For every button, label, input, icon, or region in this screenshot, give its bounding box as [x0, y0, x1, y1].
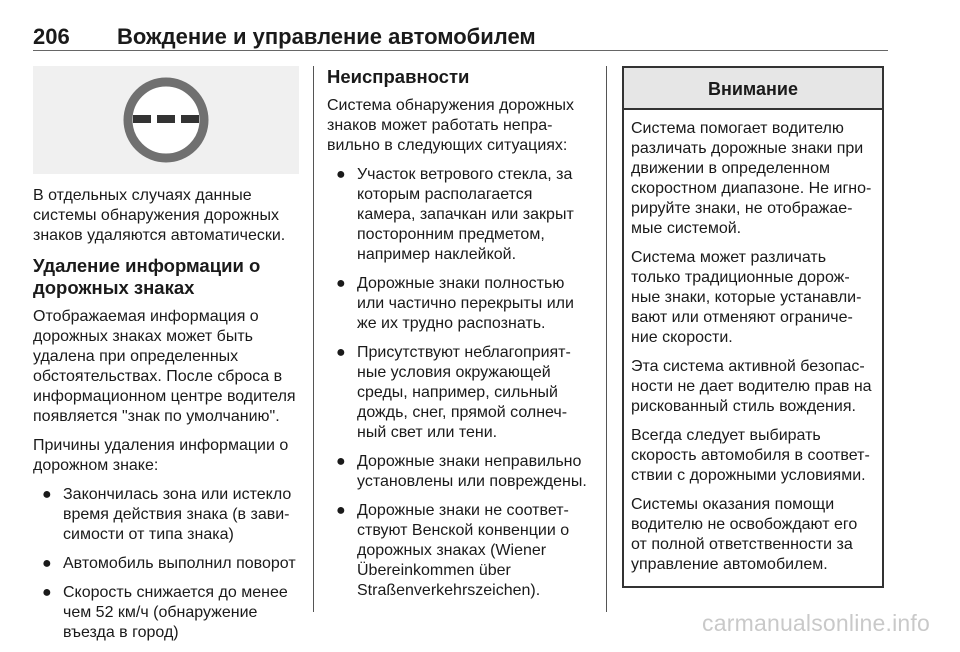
bullet-icon: ●	[336, 275, 346, 292]
bullet-icon: ●	[42, 584, 52, 601]
page-number: 206	[33, 24, 70, 49]
caution-paragraph: Эта система активной безопас- ности не дает водителю прав на рискованный стиль вождения.	[631, 358, 872, 415]
caution-paragraph: Всегда следует выбирать скорость автомобиля в соответ- ствии с дорожными условиями.	[631, 427, 870, 484]
bullet-icon: ●	[336, 453, 346, 470]
caution-body	[624, 110, 882, 586]
paragraph: Причины удаления информации о дорожном знаке:	[33, 437, 289, 474]
caution-paragraph: Системы оказания помощи водителю не освобождают его от полной ответственности за управление автомобилем.	[631, 496, 858, 573]
bullet-list	[327, 165, 592, 601]
page-header	[33, 26, 888, 51]
list-item: ● Дорожные знаки неправильно установлены или повреждены.	[336, 453, 587, 490]
column-divider	[606, 66, 607, 612]
list-item: ● Участок ветрового стекла, за которым располагается камера, запачкан или закрыт посторонним предметом, например наклейкой.	[336, 166, 574, 263]
list-item: ● Скорость снижается до менее чем 52 км/ч (обнаружение въезда в город)	[42, 584, 288, 641]
column-middle	[327, 66, 592, 610]
running-title: Вождение и управление автомобилем	[117, 24, 536, 49]
list-item: ● Дорожные знаки не соответ- ствуют Венской конвенции о дорожных знаках (Wiener Übereinkommen über Straßenverkehrszeichen).	[336, 502, 570, 599]
list-item: ● Автомобиль выполнил поворот	[42, 555, 296, 572]
list-item: ● Присутствуют неблагоприят- ные условия окружающей среды, например, сильный дождь, снег, прямой солнеч- ный свет или тени.	[336, 344, 571, 441]
list-item: ● Дорожные знаки полностью или частично перекрыты или же их трудно распознать.	[336, 275, 574, 332]
caution-title: Внимание	[624, 68, 882, 110]
caution-paragraph: Система помогает водителю различать дорожные знаки при движении в определенном скоростном диапазоне. Не игно- рируйте знаки, не отображае- мые системой.	[631, 120, 872, 237]
section-heading: Удаление информации о дорожных знаках	[33, 255, 261, 298]
caution-paragraph: Система может различать только традиционные дорож- ные знаки, которые устанавли- вают или отменяют ограниче- ние скорости.	[631, 249, 862, 346]
list-item: ● Закончилась зона или истекло время действия знака (в зави- симости от типа знака)	[42, 486, 292, 543]
paragraph: Система обнаружения дорожных знаков может работать непра- вильно в следующих ситуациях:	[327, 97, 574, 154]
column-right	[622, 66, 884, 588]
column-left	[33, 66, 299, 652]
bullet-icon: ●	[42, 555, 52, 572]
section-heading: Неисправности	[327, 66, 470, 87]
bullet-icon: ●	[42, 486, 52, 503]
paragraph: Отображаемая информация о дорожных знаках может быть удалена при определенных обстоятельствах. После сброса в информационном центре водителя появляется "знак по умолчанию".	[33, 308, 296, 425]
column-divider	[313, 66, 314, 612]
caution-box	[622, 66, 884, 588]
default-sign-icon	[111, 75, 221, 165]
sign-illustration	[33, 66, 299, 174]
bullet-icon: ●	[336, 502, 346, 519]
intro-text: В отдельных случаях данные системы обнаружения дорожных знаков удаляются автоматически.	[33, 187, 286, 244]
bullet-icon: ●	[336, 344, 346, 361]
bullet-icon: ●	[336, 166, 346, 183]
bullet-list	[33, 485, 299, 643]
watermark: carmanualsonline.info	[702, 610, 930, 636]
